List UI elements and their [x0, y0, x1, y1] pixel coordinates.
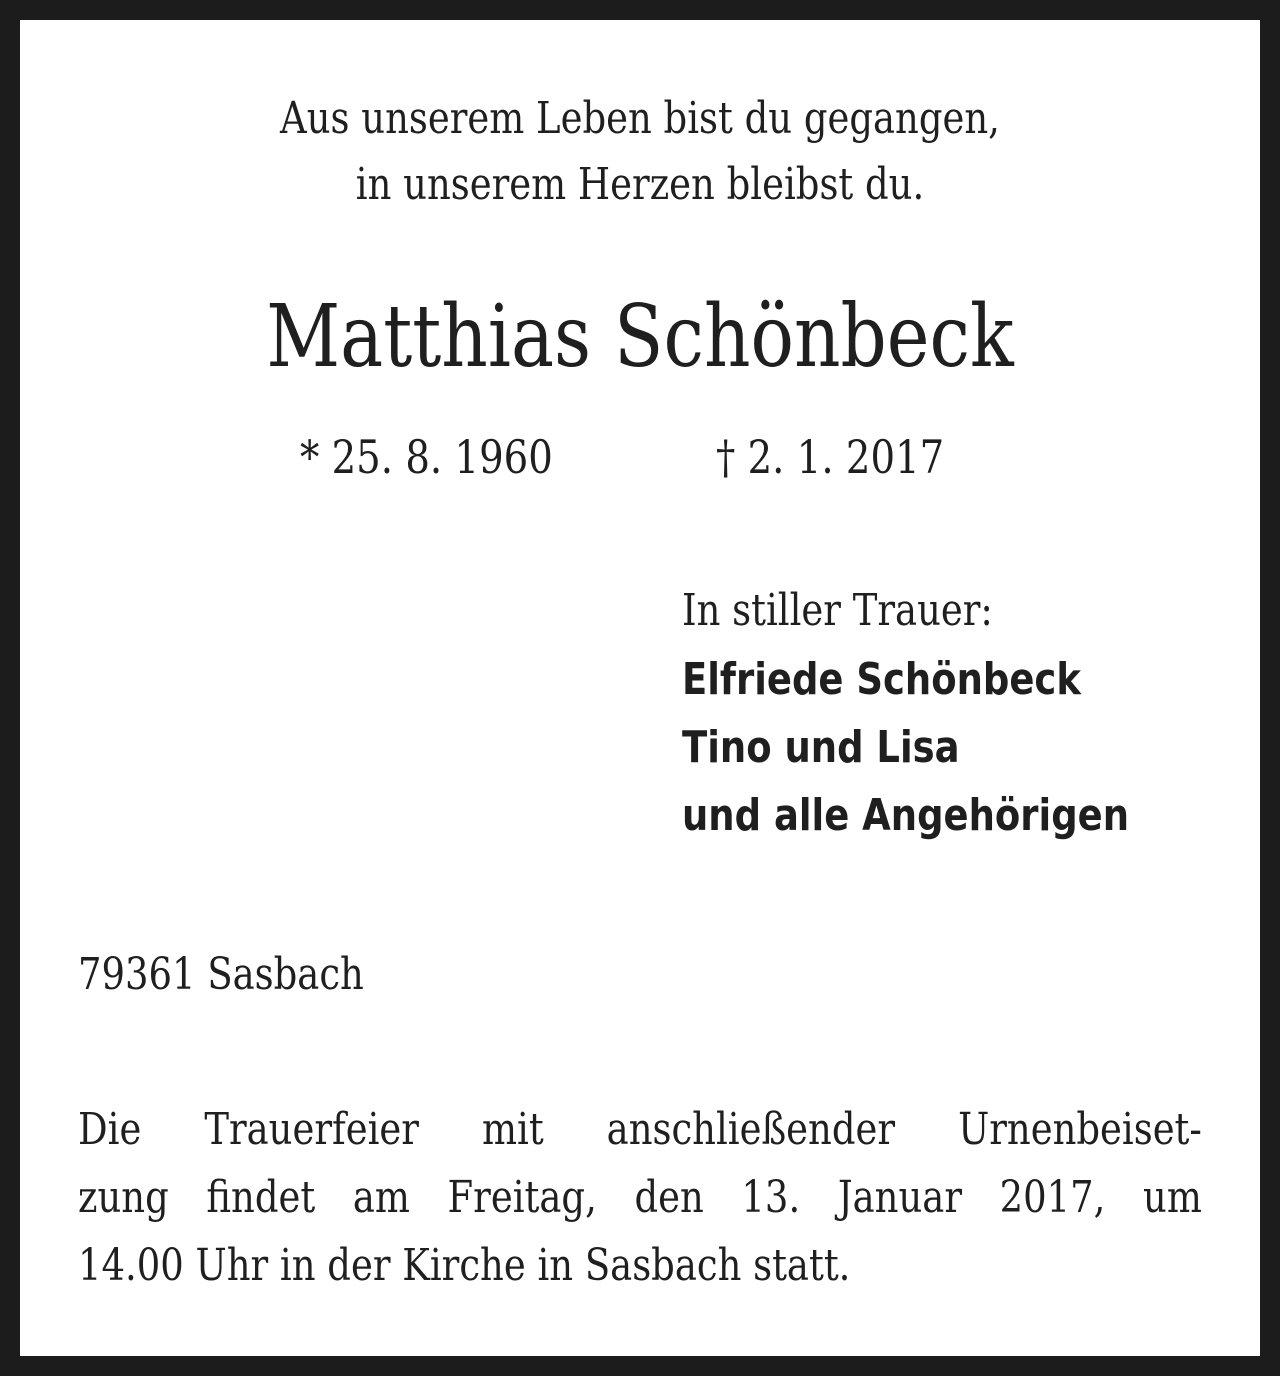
ceremony-word: um — [1143, 1172, 1202, 1223]
mourner-name: und alle Angehörigen — [682, 790, 1130, 841]
ceremony-word: findet — [206, 1172, 316, 1223]
location: 79361 Sasbach — [78, 949, 364, 1000]
ceremony-line — [78, 1164, 1202, 1232]
mourner-name: Elfriede Schönbeck — [682, 654, 1081, 705]
deceased-name: Matthias Schönbeck — [266, 287, 1014, 387]
ceremony-word: mit — [481, 1104, 544, 1155]
mourners-block — [682, 576, 1129, 850]
obituary-notice — [20, 20, 1260, 1356]
verse-line: Aus unserem Leben bist du gegangen, — [280, 93, 1000, 144]
verse — [119, 86, 1161, 218]
ceremony-line: 14.00 Uhr in der Kirche in Sasbach statt. — [78, 1240, 851, 1291]
verse-line: in unserem Herzen bleibst du. — [355, 159, 925, 210]
mourner-name: Tino und Lisa — [682, 722, 960, 773]
ceremony-word: zung — [78, 1172, 169, 1223]
ceremony-word: Freitag, — [447, 1172, 597, 1223]
ceremony-word: anschließender — [606, 1104, 896, 1155]
ceremony-word: Januar — [837, 1172, 962, 1223]
birth-date: * 25. 8. 1960 — [300, 430, 553, 484]
ceremony-line — [78, 1096, 1202, 1164]
death-date: † 2. 1. 2017 — [716, 430, 945, 484]
ceremony-info — [78, 1096, 1202, 1300]
mourners-list — [682, 646, 1129, 850]
ceremony-word: Die — [78, 1104, 142, 1155]
ceremony-word: den — [634, 1172, 704, 1223]
ceremony-word: 2017, — [999, 1172, 1106, 1223]
ceremony-word: am — [352, 1172, 410, 1223]
ceremony-word: Trauerfeier — [204, 1104, 419, 1155]
mourners-intro: In stiller Trauer: — [682, 585, 993, 636]
ceremony-word: Urnenbeiset- — [958, 1104, 1202, 1155]
ceremony-word: 13. — [741, 1172, 801, 1223]
